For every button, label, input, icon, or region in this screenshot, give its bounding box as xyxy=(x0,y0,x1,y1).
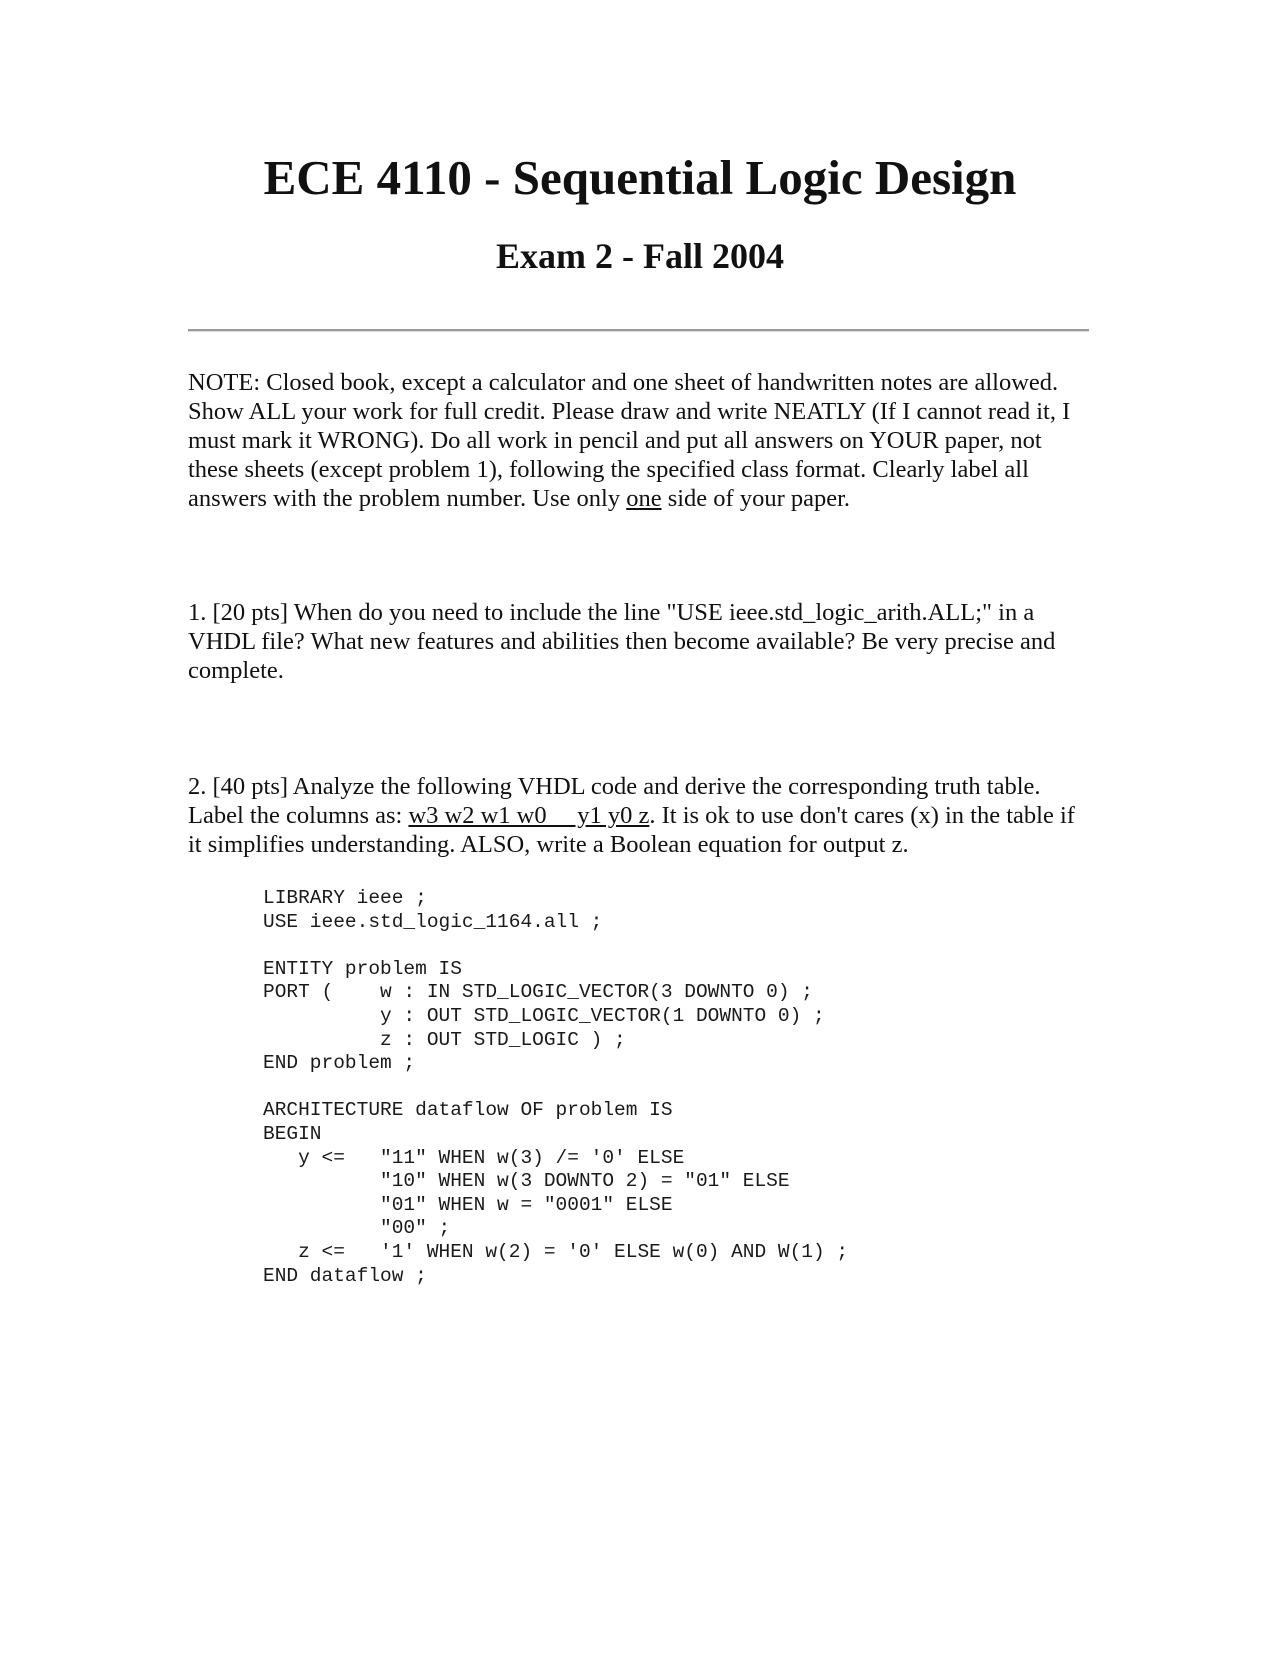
code-line: ENTITY problem IS xyxy=(263,957,462,980)
note-underlined-word: one xyxy=(626,485,662,512)
code-line: "01" WHEN w = "0001" ELSE xyxy=(263,1193,673,1216)
code-line: LIBRARY ieee ; xyxy=(263,887,427,909)
problem-1: 1. [20 pts] When do you need to include the line "USE ieee.std_logic_arith.ALL;" in a VHDL file? What new features and abilities then become available? Be very precise and complete. xyxy=(188,599,1056,684)
vhdl-code-block xyxy=(263,887,848,1288)
code-line: END dataflow ; xyxy=(263,1264,427,1287)
code-line: "10" WHEN w(3 DOWNTO 2) = "01" ELSE xyxy=(263,1170,790,1193)
note-text-before: NOTE: Closed book, except a calculator and one sheet of handwritten notes are allowed. Show ALL your work for full credit. Please draw and write NEATLY (If I cannot read it, I must mark it WRONG). Do all work in pencil and put all answers on YOUR paper, not these sheets (except problem 1), following the specified class format. Clearly label all answers with the problem number. Use only xyxy=(188,369,1071,512)
problem-2-text-before: 2. [40 pts] Analyze the following VHDL code and derive the corresponding truth table. Label the columns as: xyxy=(188,773,1041,829)
code-line: USE ieee.std_logic_1164.all ; xyxy=(263,910,603,933)
note-text-after: side of your paper. xyxy=(661,485,851,512)
code-line: "00" ; xyxy=(263,1217,451,1240)
code-line: END problem ; xyxy=(263,1052,416,1075)
column-labels: w3 w2 w1 w0 y1 y0 z xyxy=(408,802,650,829)
code-line: z : OUT STD_LOGIC ) ; xyxy=(263,1028,626,1051)
code-line xyxy=(263,934,848,958)
exam-subtitle: Exam 2 - Fall 2004 xyxy=(496,236,784,276)
code-line: PORT ( w : IN STD_LOGIC_VECTOR(3 DOWNTO 0) ; xyxy=(263,981,813,1004)
code-line: y <= "11" WHEN w(3) /= '0' ELSE xyxy=(263,1146,685,1169)
instructions-note xyxy=(188,368,1093,513)
page-title: ECE 4110 - Sequential Logic Design xyxy=(263,150,1017,205)
code-line: ARCHITECTURE dataflow OF problem IS xyxy=(263,1099,673,1122)
code-line: z <= '1' WHEN w(2) = '0' ELSE w(0) AND W(1) ; xyxy=(263,1240,849,1263)
code-line: y : OUT STD_LOGIC_VECTOR(1 DOWNTO 0) ; xyxy=(263,1004,825,1027)
problem-2-text-after: . It is ok to use don't cares (x) in the table if it simplifies understanding. ALSO, write a Boolean equation for output z. xyxy=(188,802,1075,858)
problem-2 xyxy=(188,772,1093,859)
code-line xyxy=(263,1076,848,1100)
code-line: BEGIN xyxy=(263,1122,322,1145)
horizontal-divider xyxy=(188,329,1089,332)
